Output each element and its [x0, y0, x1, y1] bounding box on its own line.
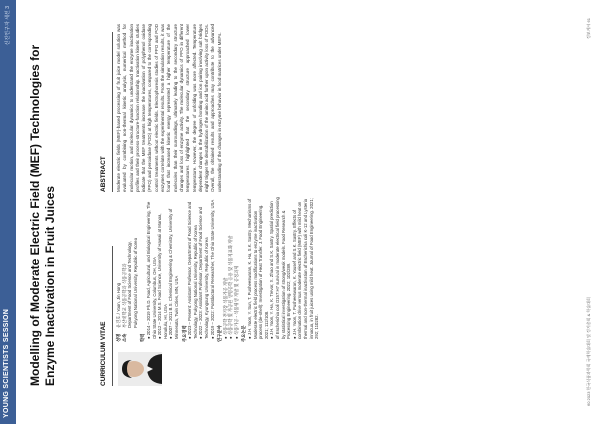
publication-item: ● J.H. Yoon, Y. Ha, K. Trevor, X. Zhao and S.K. Sastry. Spatial prediction of Escherichia coli O157:H7 survival in moderate electrical field processing by statistical investigation of strong/weak models. Food Research & Processing Engineering. 2022; 102/289. — [269, 197, 292, 339]
interest-item: ● 식품공학 전기장 식품가공 개발 — [222, 277, 228, 339]
page-title: Modelling of Moderate Electric Field (MEF) Technologies for Enzyme Inactivation in Fruit Juices — [28, 44, 57, 386]
abstract-heading: ABSTRACT — [100, 156, 107, 192]
cv-divider — [112, 246, 113, 386]
education-item: ● 2007 – 2011 B.S. Chemical Engineering & Chemistry, University of Minnesota, Twin Cities, MN, USA — [168, 208, 179, 339]
affiliation-line-3: Pukyong National University, Republic of Korea — [132, 238, 138, 328]
career-item: ● 2023 – Present: Assistant Professor, Department of Food Science and Technology, Pukyong National University, Republic of Korea — [187, 201, 198, 339]
career-label: 주요경력 — [181, 325, 187, 342]
education-item: ● 2012 – 2014 M.S. Food Science, University of Hawaii at Manoa, Honolulu, HI, USA — [157, 213, 168, 339]
header-bar — [0, 0, 16, 424]
education-label: 학력 — [140, 333, 146, 342]
interest-item: ● 식품공학 및 가공된 생명공학 응용 및 식품지표화 개발 — [228, 235, 234, 339]
affiliation-label: 소속 — [121, 333, 127, 342]
session-label: YOUNG SCIENTISTS SESSION — [3, 308, 10, 418]
affiliation-line-1: 부산대학교 식품공학과 식품공학과 — [121, 263, 127, 328]
person-photo-icon — [118, 352, 162, 386]
interest-label: 연구분야 — [217, 325, 223, 342]
career-item: ● 2019 – 2022: Postdoctoral Researcher, The Ohio State University, USA — [209, 199, 215, 339]
interest-item: ● 식품가공 - 식품위생 개발 및 공정과제 — [233, 265, 239, 339]
name-label: 성명 — [116, 333, 121, 342]
abstract-divider — [112, 32, 113, 192]
career-item: ● 2022 – 2023: Assistant Professor, Department of Food Science and Technology, Kyungsung University, Republic of Korea — [198, 206, 209, 339]
cv-details — [116, 197, 320, 342]
cv-heading: CURRICULUM VITAE — [100, 321, 107, 386]
header-tag: 신진연구자 세션 3 — [5, 6, 11, 46]
publication-item: ● J.H. Yoon, T. Pusheeswaran, K. Yousef and S.K. Sastry. Effects of combination drive versus moderate electric field (MEF) with mild heat on thermal and non-thermal inactivation of Escherichia coli K-12 and Lysteria innocua, in fruit juices using mild heat. Journal of Food Engineering. 2021; 292; 110282. — [291, 198, 320, 339]
affiliation-line-2: Department of Food Science and Technology, — [127, 241, 133, 328]
footer-page-number: 정보게시 61 — [586, 18, 591, 40]
affiliation-value — [122, 238, 139, 328]
publication-item: ● J.H. Yoon, Y. Sun, T. Pusheeswaran, K. Ha, S.K. Sastry. Mechanisms of Moderate electric field process modifications to enzyme inactivation process (de-shell): Investigation of Heat Transfer. J. Food Engineering. 2021; 112/108. — [247, 198, 269, 339]
profile-photo — [118, 352, 162, 386]
abstract-text: Moderate electric fields (MEF)-based processing of fruit juice model solution was evaluated by combining non-thermal kinetic analysis, numerical method for molecular motion, and molecular dynamics to understand the enzyme inactivation profiles and their process-structure-function relationship. Inactivation kinetic studies indicate that the MEF treatments increase the inactivation of polyphenol oxidase (PPO) and peroxidase (POD) at high temperatures, compared to the corresponding control treatments without electric fields. Electrophoresis studies of PPO and POD enzymes correlate with the experimental results. From the simulation results, it was found that increased kinetic energy represented a higher temperature of the molecules than their surroundings, ultimately leading to the secondary structure changes and loss of enzyme activity. The molecular dynamics of PPO in different temperatures highlighted that the secondary structure approached lower temperature. However, the degree of unfolding was more affected. Temperature dependent changes in the hydrogen bonding and ion pairing involving salt bridges might trigger the destabilization of the amino acid further upon activity loss of PODs. Overall, the obtained results and approaches may contribute to the advanced understanding of the changes in enzyme behavior in food matrices under MEFs. — [116, 24, 222, 192]
footer-left: 60 2023 한국식품과학회 국제학술대회 및 정기총회 & 학술대회 — [586, 297, 591, 406]
cv-affiliation-row — [122, 197, 139, 342]
publications-label: 주요논문 — [241, 325, 247, 342]
name-value: 윤진호 / Yoon, Jin Hong — [116, 282, 121, 328]
education-item: ● 2014 – 2019 Ph.D. Food, Agricultural, and Biological Engineering, The Ohio State University, Columbus, OH, USA — [145, 201, 157, 339]
